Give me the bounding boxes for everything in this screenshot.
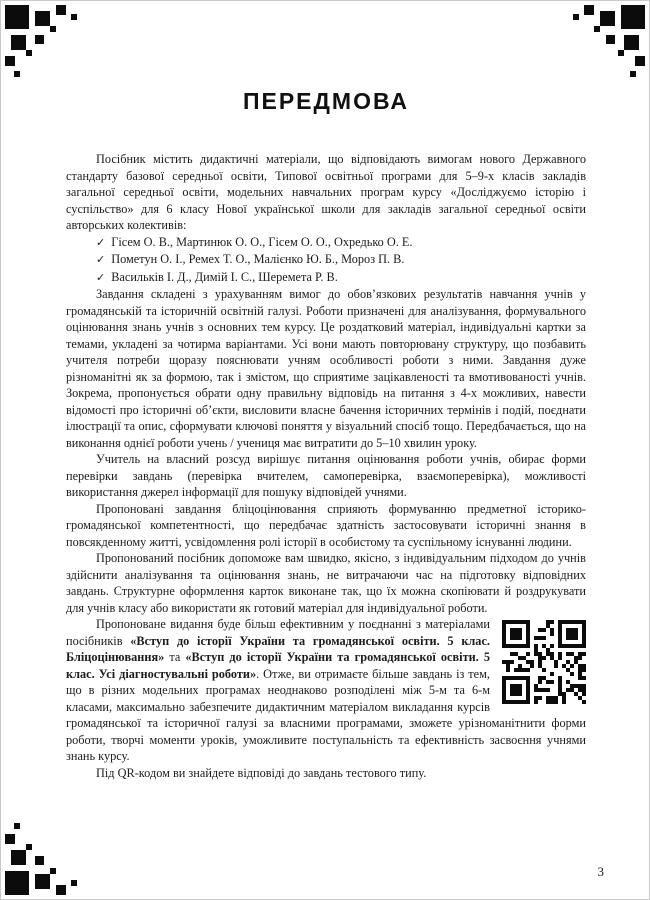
book-title: «Вступ до історії України та громадянської освіти. 5 клас. Бліцоцінювання» <box>66 633 490 664</box>
page-number: 3 <box>597 864 604 879</box>
text-run: Пропоноване видання буде більш ефективним у поєднанні з матеріалами посібників <box>66 617 490 648</box>
corner-decoration-top-right <box>553 5 645 97</box>
paragraph-benefits: Пропонований посібник допоможе вам швидко, якісно, з індивідуальним підходом до учнів здійснити аналізування та оцінювання знань, не витрачаючи час на підготовку відповідних завдань. Структурне оформлення карток виконане так, що їх можна скопіювати й роздрукувати для учнів класу або використати як готовий матеріал для індивідуальної роботи. <box>66 551 586 615</box>
corner-decoration-bottom-left <box>5 803 97 895</box>
paragraph-teacher: Учитель на власний розсуд вирішує питання оцінювання роботи учнів, обирає форми перевірки завдань (перевірка вчителем, самоперевірка, взаємоперевірка), можливості використання джерел інформації для пошуку відповідей учнями. <box>66 452 586 499</box>
text-run: . Отже, ви отримаєте більше завдань із тем, що в різних модельних програмах неоднаково розподілені між 5-м та 6-м класами, максимально забезпечите дидактичним матеріалом викладання курсів громадянської та історичної галузі за власними програмами, зможете урізноманітнити форми роботи, творчі моменти уроків, уможливите поступальність та ефективність засвоєння учнями знань курсу. <box>66 666 586 763</box>
intro-paragraph: Посібник містить дидактичні матеріали, що відповідають вимогам нового Державного стандарту базової середньої освіти, Типової освітньої програми для 5–9-х класів закладів загальної середньої освіти, модельних навчальних програм курсу «Досліджуємо історію і суспільство» для 6 класу Нової української школи для закладів загальної середньої освіти авторських колективів: <box>66 152 586 232</box>
text-run: та <box>164 650 186 664</box>
author-collective: Пометун О. І., Ремех Т. О., Малієнко Ю. Б., Мороз П. В. <box>111 252 405 266</box>
list-item <box>96 234 586 252</box>
paragraph-qr-note: Під QR-кодом ви знайдете відповіді до завдань тестового типу. <box>96 765 427 780</box>
checkmark-icon: ✓ <box>96 270 106 284</box>
list-item <box>96 251 586 269</box>
checkmark-icon: ✓ <box>96 235 106 249</box>
author-collective: Васильків І. Д., Димій І. С., Шеремета Р. В. <box>111 269 338 284</box>
checkmark-icon: ✓ <box>96 253 106 266</box>
authors-list <box>66 234 586 287</box>
qr-code <box>502 620 586 704</box>
page-title: ПЕРЕДМОВА <box>242 88 410 114</box>
corner-decoration-top-left <box>5 5 97 97</box>
paragraph-tasks: Завдання складені з урахуванням вимог до обов’язкових результатів навчання учнів у громадянській та історичній освітній галузі. Роботи призначені для аналізування, формувального оцінювання знань учнів з основних тем курсу. Це роздатковий матеріал, індивідуальні картки за темами, укладені за чотирма варіантами. Усі вони мають повторювану структуру, що позбавить учителя потреби щоразу пояснювати учням особливості роботи з ними. Завдання дуже різноманітні як за формою, так і змістом, що сприятиме зацікавленості та вмотивованості учнів. Зокрема, пропонується обрати одну правильну відповідь на питання з 4-х можливих, навести відомості про історичні об’єкти, висловити власне бачення історичних термінів і подій, поєднати ілюстрації та опис, сформувати ключові поняття у візуальний спосіб тощо. Передбачається, що на виконання однієї роботи учень / учениця має витратити до 5–10 хвилин уроку. <box>66 287 586 450</box>
page-content <box>66 88 586 781</box>
list-item <box>96 269 586 287</box>
paragraph-competence: Пропоновані завдання бліцоцінювання сприяють формуванню предметної історико-громадянської компетентності, що передбачає здатність застосовувати історичні знання в повсякденному житті, усвідомлення ролі історії в особистому та суспільному існуванні людини. <box>66 501 586 549</box>
book-title: «Вступ до історії України та громадянської освіти. 5 клас. Усі діагностувальні роботи» <box>66 650 490 681</box>
author-collective: Гісем О. В., Мартинюк О. О., Гісем О. О., Охредько О. Е. <box>111 234 413 249</box>
